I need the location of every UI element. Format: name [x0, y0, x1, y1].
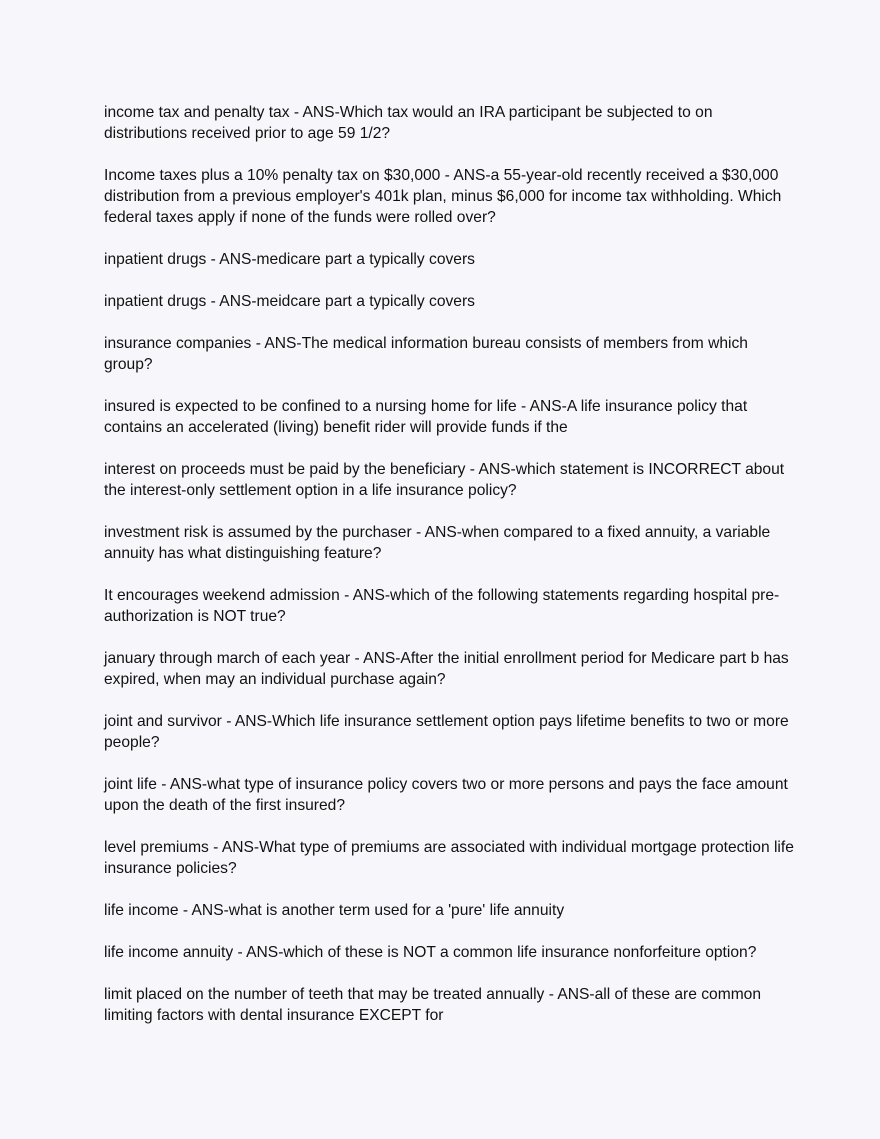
qa-entry-4: inpatient drugs - ANS-meidcare part a typically covers	[104, 293, 475, 310]
qa-entry-9: It encourages weekend admission - ANS-which of the following statements regarding hospital pre-authorization is NOT true?	[104, 587, 780, 625]
document-page	[104, 102, 794, 1047]
qa-entry-2: Income taxes plus a 10% penalty tax on $30,000 - ANS-a 55-year-old recently received a $30,000 distribution from a previous employer's 401k plan, minus $6,000 for income tax withholding. Which federal taxes apply if none of the funds were rolled over?	[104, 167, 782, 226]
qa-entry-13: level premiums - ANS-What type of premiums are associated with individual mortgage protection life insurance policies?	[104, 839, 794, 877]
qa-entry-15: life income annuity - ANS-which of these is NOT a common life insurance nonforfeiture option?	[104, 944, 757, 961]
qa-entry-3: inpatient drugs - ANS-medicare part a typically covers	[104, 251, 475, 268]
qa-entry-8: investment risk is assumed by the purchaser - ANS-when compared to a fixed annuity, a variable annuity has what distinguishing feature?	[104, 524, 771, 562]
qa-entry-11: joint and survivor - ANS-Which life insurance settlement option pays lifetime benefits to two or more people?	[104, 713, 789, 751]
qa-entry-14: life income - ANS-what is another term used for a 'pure' life annuity	[104, 902, 565, 919]
qa-entry-7: interest on proceeds must be paid by the beneficiary - ANS-which statement is INCORRECT about the interest-only settlement option in a life insurance policy?	[104, 461, 785, 499]
qa-entry-5: insurance companies - ANS-The medical information bureau consists of members from which group?	[104, 335, 748, 373]
qa-entry-6: insured is expected to be confined to a nursing home for life - ANS-A life insurance policy that contains an accelerated (living) benefit rider will provide funds if the	[104, 398, 748, 436]
qa-entry-1: income tax and penalty tax - ANS-Which tax would an IRA participant be subjected to on distributions received prior to age 59 1/2?	[104, 104, 713, 142]
qa-entry-12: joint life - ANS-what type of insurance policy covers two or more persons and pays the face amount upon the death of the first insured?	[104, 776, 788, 814]
qa-entry-16: limit placed on the number of teeth that may be treated annually - ANS-all of these are common limiting factors with dental insurance EXCEPT for	[104, 986, 762, 1024]
qa-entry-10: january through march of each year - ANS-After the initial enrollment period for Medicare part b has expired, when may an individual purchase again?	[104, 650, 789, 688]
